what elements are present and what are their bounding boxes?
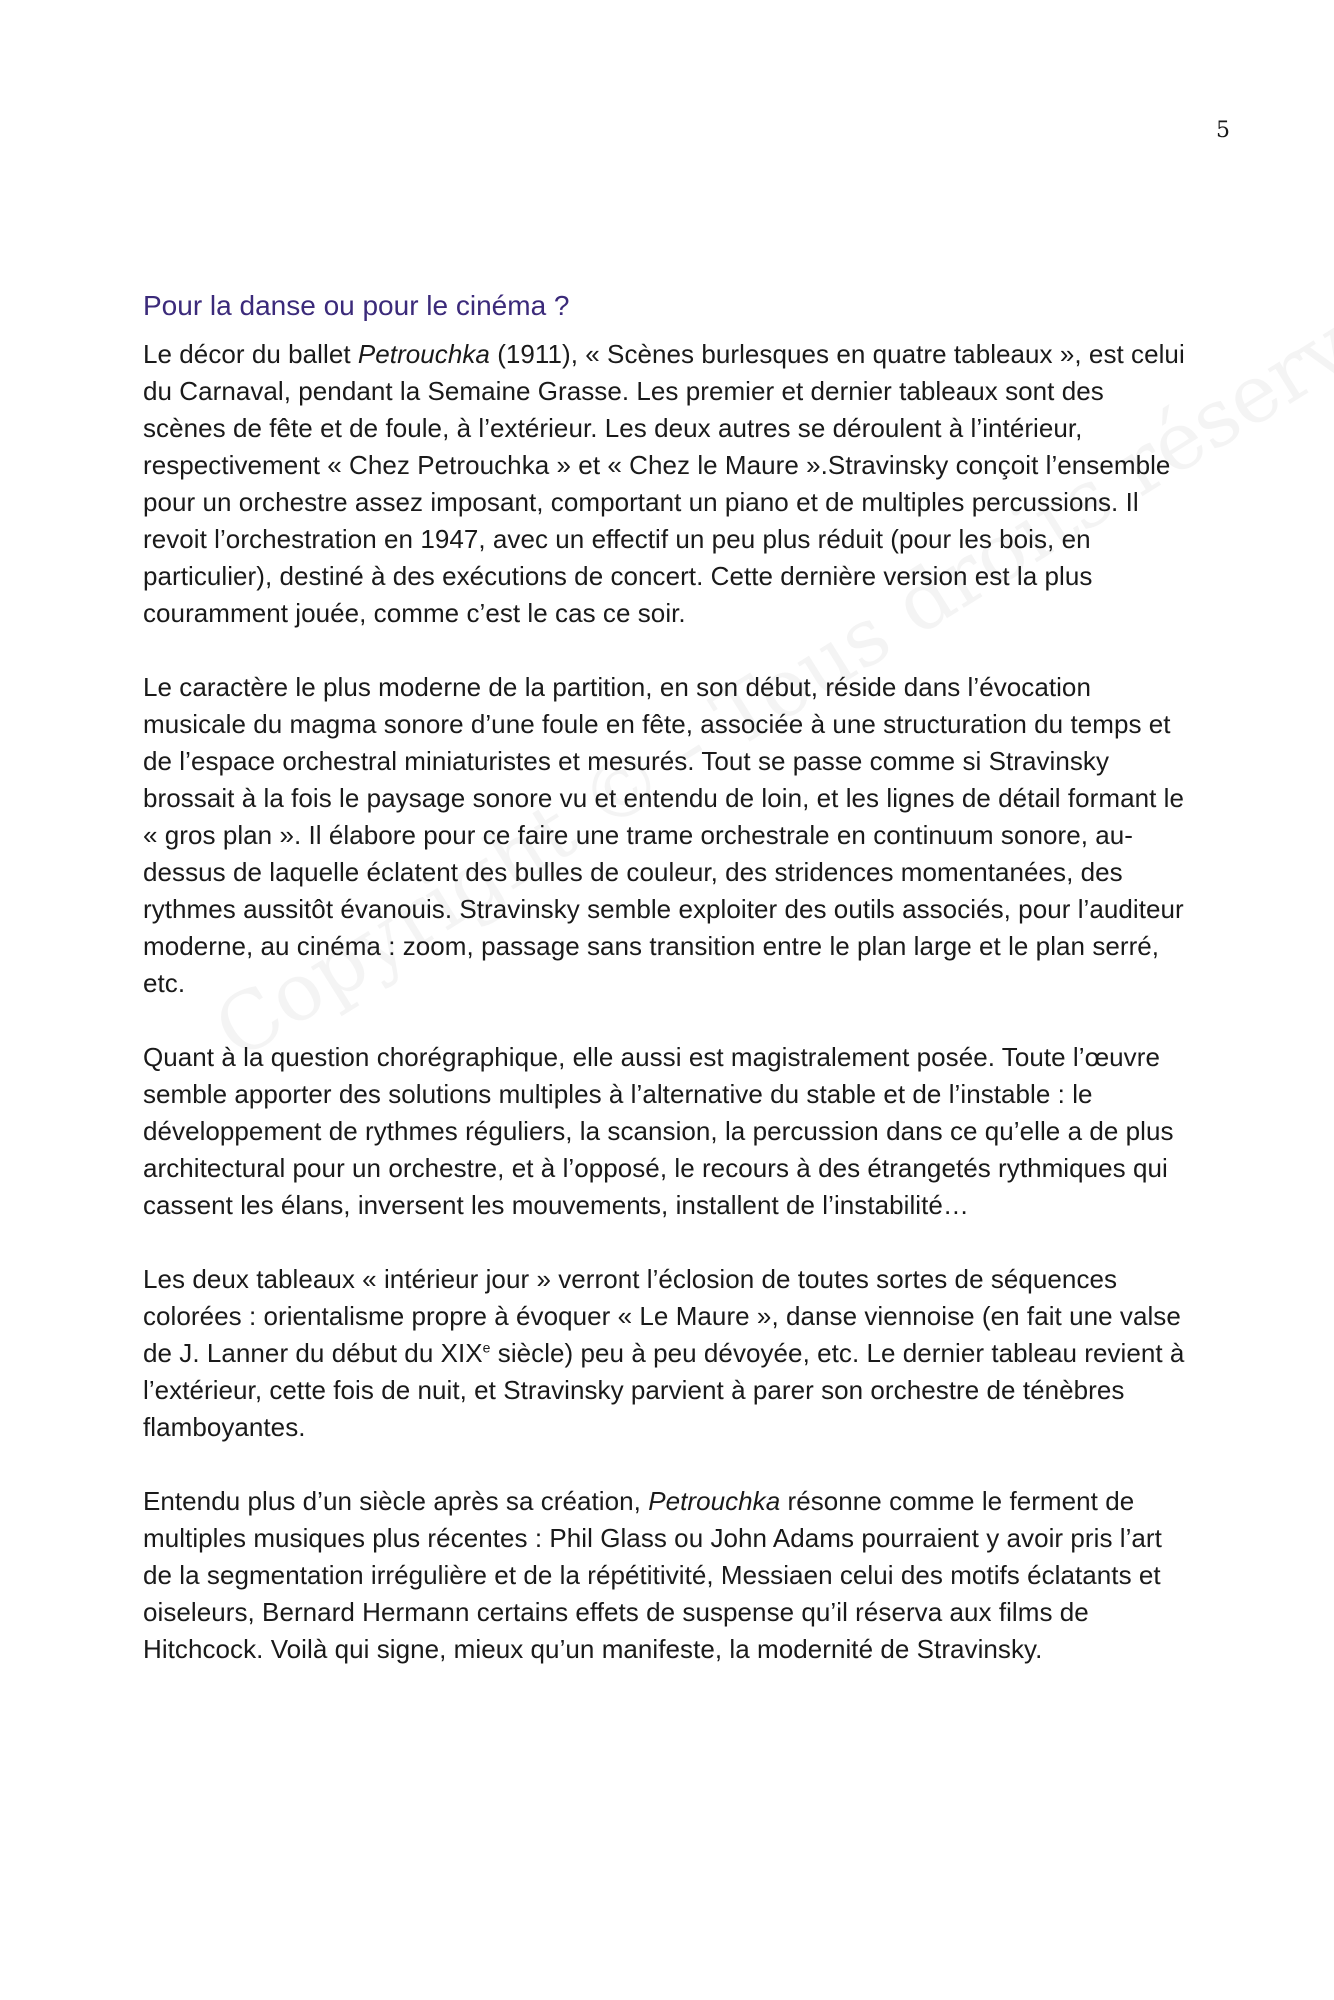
paragraph-5-text-a: Entendu plus d’un siècle après sa création,	[143, 1486, 649, 1516]
paragraph-1	[143, 336, 1193, 632]
work-title: Petrouchka	[648, 1486, 781, 1516]
paragraph-2: Le caractère le plus moderne de la partition, en son début, réside dans l’évocation musicale du magma sonore d’une foule en fête, associée à une structuration du temps et de l’espace orchestral miniaturistes et mesurés. Tout se passe comme si Stravinsky brossait à la fois le paysage sonore vu et entendu de loin, et les lignes de détail formant le « gros plan ». Il élabore pour ce faire une trame orchestrale en continuum sonore, au-dessus de laquelle éclatent des bulles de couleur, des stridences momentanées, des rythmes aussitôt évanouis. Stravinsky semble exploiter des outils associés, pour l’auditeur moderne, au cinéma : zoom, passage sans transition entre le plan large et le plan serré, etc.	[143, 672, 1185, 998]
paragraph-5	[143, 1483, 1193, 1668]
section-heading: Pour la danse ou pour le cinéma ?	[143, 290, 570, 321]
article-body	[143, 288, 1193, 1705]
paragraph-5-text-b: résonne comme le ferment de multiples musiques plus récentes : Phil Glass ou John Adams pourraient y avoir pris l’art de la segmentation irrégulière et de la répétitivité, Messiaen celui des motifs éclatants et oiseleurs, Bernard Hermann certains effets de suspense qu’il réserva aux films de Hitchcock. Voilà qui signe, mieux qu’un manifeste, la modernité de Stravinsky.	[143, 1486, 1162, 1664]
work-title: Petrouchka	[357, 339, 490, 369]
page-number: 5	[1216, 118, 1230, 143]
paragraph-4	[143, 1261, 1193, 1446]
paragraph-1-text-b: (1911), « Scènes burlesques en quatre tableaux », est celui du Carnaval, pendant la Semaine Grasse. Les premier et dernier tableaux sont des scènes de fête et de foule, à l’extérieur. Les deux autres se déroulent à l’intérieur, respectivement « Chez Petrouchka » et « Chez le Maure ».Stravinsky conçoit l’ensemble pour un orchestre assez imposant, comportant un piano et de multiples percussions. Il revoit l’orchestration en 1947, avec un effectif un peu plus réduit (pour les bois, en particulier), destiné à des exécutions de concert. Cette dernière version est la plus couramment jouée, comme c’est le cas ce soir.	[143, 339, 1185, 628]
paragraph-4-text-b: siècle) peu à peu dévoyée, etc. Le dernier tableau revient à l’extérieur, cette fois de nuit, et Stravinsky parvient à parer son orchestre de ténèbres flamboyantes.	[143, 1338, 1185, 1442]
century-superscript: e	[482, 1339, 491, 1356]
paragraph-1-text-a: Le décor du ballet	[143, 339, 358, 369]
paragraph-4-text-a: Les deux tableaux « intérieur jour » verront l’éclosion de toutes sortes de séquences colorées : orientalisme propre à évoquer « Le Maure », danse viennoise (en fait une valse de J. Lanner du début du XIX	[143, 1264, 1181, 1368]
paragraph-3: Quant à la question chorégraphique, elle aussi est magistralement posée. Toute l’œuvre semble apporter des solutions multiples à l’alternative du stable et de l’instable : le développement de rythmes réguliers, la scansion, la percussion dans ce qu’elle a de plus architectural pour un orchestre, et à l’opposé, le recours à des étrangetés rythmiques qui cassent les élans, inversent les mouvements, installent de l’instabilité…	[143, 1042, 1174, 1220]
